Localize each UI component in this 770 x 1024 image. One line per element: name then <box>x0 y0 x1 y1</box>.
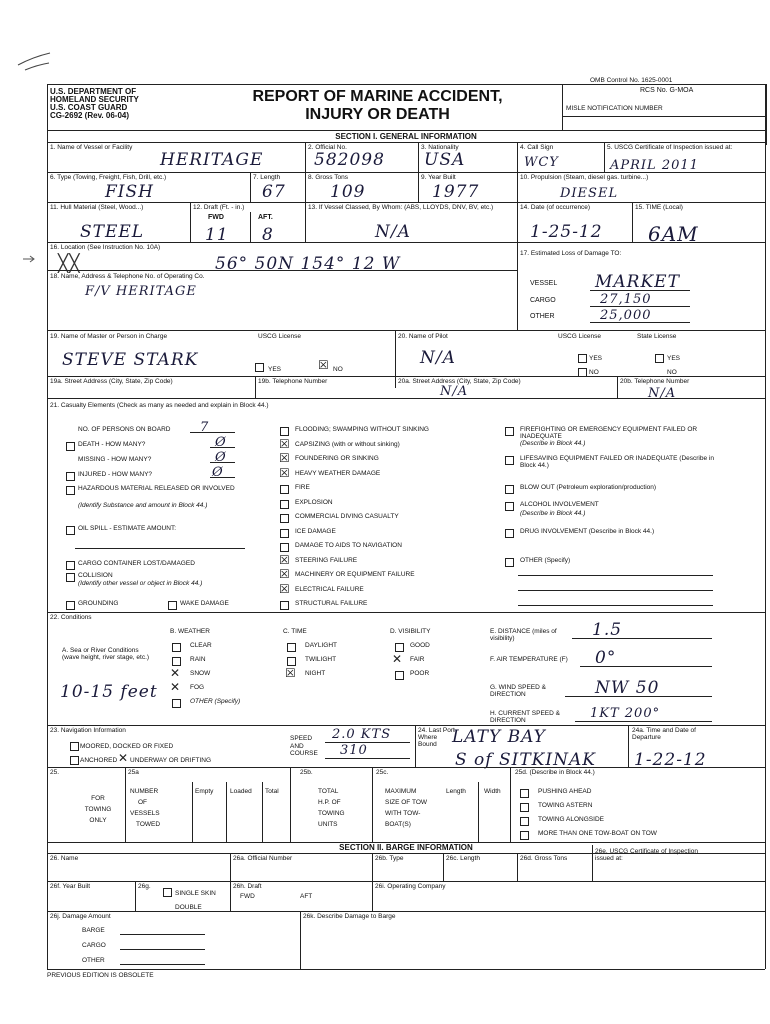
label-barge-cert: 26e. USCG Certificate of Inspection issued at: <box>595 848 698 862</box>
last-port-value[interactable]: LATY BAY <box>452 727 546 747</box>
date-value[interactable]: 1-25-12 <box>530 222 603 242</box>
tow-method-checkbox[interactable] <box>520 789 529 798</box>
rcs-number: RCS No. G-MOA <box>640 87 694 94</box>
section1-heading: SECTION I. GENERAL INFORMATION <box>335 132 477 141</box>
label-length: 7. Length <box>253 174 281 181</box>
casualty-label: CAPSIZING (with or without sinking) <box>295 440 400 448</box>
label-master-phone: 19b. Telephone Number <box>258 378 328 385</box>
label-casualty: 21. Casualty Elements (Check as many as needed and explain in Block 44.) <box>50 402 269 409</box>
label-master-address: 19a. Street Address (City, State, Zip Code) <box>50 378 173 385</box>
propulsion-value[interactable]: DIESEL <box>560 186 619 201</box>
tow-method-label: MORE THAN ONE TOW-BOAT ON TOW <box>538 830 657 837</box>
label-course: AND COURSE <box>290 743 318 757</box>
label-last-port: 24. Last Port Where Bound <box>418 727 455 748</box>
label-cargo: CARGO <box>530 297 556 304</box>
casualty-check[interactable]: ☒ <box>279 436 290 451</box>
label-draft: 12. Draft (Ft. - in.) <box>193 204 245 211</box>
casualty-check[interactable]: ☒ <box>279 552 290 567</box>
label-certificate: 5. USCG Certificate of Inspection issued at: <box>607 144 733 151</box>
casualty-label: (Describe in Block 44.) <box>520 440 586 447</box>
pen-mark-icon <box>15 45 55 75</box>
casualty-label: MACHINERY OR EQUIPMENT FAILURE <box>295 571 415 578</box>
casualty-checkbox[interactable] <box>505 529 514 538</box>
agency-block: U.S. DEPARTMENT OF HOMELAND SECURITY U.S. COAST GUARD CG-2692 (Rev. 06-04) <box>50 87 139 120</box>
draft-fwd-value[interactable]: 11 <box>205 225 229 245</box>
time-label: DAYLIGHT <box>305 642 338 649</box>
casualty-checkbox[interactable] <box>280 529 289 538</box>
label-air-temp: F. AIR TEMPERATURE (F) <box>490 656 568 663</box>
pilot-value[interactable]: N/A <box>420 348 456 368</box>
omb-number: OMB Control No. 1625-0001 <box>590 77 673 84</box>
weather-label: SNOW <box>190 670 211 677</box>
casualty-checkbox[interactable] <box>66 601 75 610</box>
casualty-checkbox[interactable] <box>505 456 514 465</box>
casualty-label: FIREFIGHTING OR EMERGENCY EQUIPMENT FAILED OR INADEQUATE <box>520 426 698 440</box>
moored-checkbox[interactable] <box>70 742 79 751</box>
label-pilot-phone: 20b. Telephone Number <box>620 378 690 385</box>
label-fwd: FWD <box>208 214 224 221</box>
casualty-checkbox[interactable] <box>280 543 289 552</box>
label-barge-tons: 26d. Gross Tons <box>520 855 568 862</box>
classed-value[interactable]: N/A <box>375 222 411 242</box>
call-sign-value[interactable]: WCY <box>524 155 559 170</box>
label-25d: 25d. (Describe in Block 44.) <box>515 769 595 776</box>
casualty-label: ELECTRICAL FAILURE <box>295 585 364 593</box>
label-anchored: ANCHORED <box>80 757 118 764</box>
casualty-label: COMMERCIAL DIVING CASUALTY <box>295 513 399 520</box>
label-25: 25. <box>50 769 60 776</box>
casualty-label: HAZARDOUS MATERIAL RELEASED OR INVOLVED <box>78 485 235 492</box>
persons-on-board-value[interactable]: 7 <box>200 420 210 435</box>
bound-value[interactable]: S of SITKINAK <box>455 750 596 770</box>
casualty-checkbox[interactable] <box>66 526 75 535</box>
label-barge-year: 26f. Year Built <box>50 883 91 890</box>
label-type: 6. Type (Towing, Freight, Fish, Drill, etc.) <box>50 174 167 181</box>
label-location: 16. Location (See Instruction No. 10A) <box>50 244 161 251</box>
label-hull: 11. Hull Material (Steel, Wood...) <box>50 204 144 211</box>
number-of-vessels: NUMBER OF VESSELS TOWED <box>130 788 161 828</box>
casualty-check[interactable]: ☒ <box>279 451 290 465</box>
casualty-checkbox[interactable] <box>280 485 289 494</box>
label-25a: 25a <box>128 769 139 776</box>
max-size: MAXIMUM SIZE OF TOW WITH TOW- BOAT(S) <box>385 788 428 828</box>
visibility-checkbox[interactable] <box>395 671 404 680</box>
casualty-checkbox[interactable] <box>280 500 289 509</box>
weather-label: CLEAR <box>190 642 212 649</box>
label-26g: 26g. <box>138 883 151 890</box>
label-gross-tons: 8. Gross Tons <box>308 174 348 181</box>
tow-method-checkbox[interactable] <box>520 803 529 812</box>
casualty-checkbox[interactable] <box>505 502 514 511</box>
weather-check[interactable]: ✕ <box>170 680 181 694</box>
wind-value[interactable]: NW 50 <box>595 678 660 698</box>
casualty-label: FIRE <box>295 484 310 491</box>
single-skin-checkbox[interactable] <box>163 888 172 897</box>
missing-value[interactable]: Ø <box>215 450 227 465</box>
casualty-label: (Identify Substance and amount in Block 44.) <box>78 502 208 509</box>
certificate-value[interactable]: APRIL 2011 <box>610 158 699 173</box>
margin-arrow-icon <box>22 254 36 264</box>
label-loaded: Loaded <box>230 788 252 795</box>
casualty-label: STRUCTURAL FAILURE <box>295 600 368 607</box>
label-barge-name: 26. Name <box>50 855 79 862</box>
casualty-check[interactable]: ☒ <box>279 581 290 596</box>
casualty-label: ICE DAMAGE <box>295 527 336 535</box>
casualty-label: OIL SPILL - ESTIMATE AMOUNT: <box>78 525 177 532</box>
time-checkbox[interactable] <box>287 657 296 666</box>
label-operating-company: 26i. Operating Company <box>375 883 446 890</box>
label-yes: YES <box>268 366 282 373</box>
casualty-checkbox[interactable] <box>66 561 75 570</box>
label-sea: A. Sea or River Conditions (wave height, river stage, etc.) <box>62 647 150 661</box>
time-value[interactable]: 6AM <box>648 222 699 246</box>
deaths-value[interactable]: Ø <box>215 435 227 450</box>
casualty-label: FLOODING; SWAMPING WITHOUT SINKING <box>295 426 429 433</box>
weather-checkbox[interactable] <box>172 657 181 666</box>
weather-checkbox[interactable] <box>172 643 181 652</box>
tow-method-label: PUSHING AHEAD <box>538 788 592 795</box>
current-value[interactable]: 1KT 200° <box>590 706 661 721</box>
casualty-label: DAMAGE TO AIDS TO NAVIGATION <box>295 542 402 549</box>
casualty-label: (Identify other vessel or object in Block 44.) <box>78 580 203 587</box>
label-vessel-name: 1. Name of Vessel or Facility <box>50 144 133 151</box>
tow-method-label: TOWING ASTERN <box>538 802 593 809</box>
time-check[interactable]: ☒ <box>285 666 296 680</box>
vessel-name-value[interactable]: HERITAGE <box>160 150 264 170</box>
label-barge-draft: 26h. Draft <box>233 883 262 890</box>
tow-method-checkbox[interactable] <box>520 831 529 840</box>
total-hp: TOTAL H.P. OF TOWING UNITS <box>318 788 345 828</box>
nationality-value[interactable]: USA <box>424 150 466 170</box>
label-barge-fwd: FWD <box>240 893 255 900</box>
loss-other-value[interactable]: 25,000 <box>600 308 652 323</box>
label-barge-aft: AFT <box>300 893 313 900</box>
label-tow-length: Length <box>446 788 466 795</box>
visibility-check[interactable]: ✕ <box>392 652 403 666</box>
location-value[interactable]: 56° 50N 154° 12 W <box>215 254 401 274</box>
distance-value[interactable]: 1.5 <box>592 620 623 640</box>
casualty-checkbox[interactable] <box>505 427 514 436</box>
label-double: DOUBLE <box>175 904 202 911</box>
weather-check[interactable]: ✕ <box>170 666 181 680</box>
license-no-check[interactable]: ☒ <box>318 358 329 372</box>
casualty-label: HEAVY WEATHER DAMAGE <box>295 469 381 477</box>
casualty-checkbox[interactable] <box>66 442 75 451</box>
label-nationality: 3. Nationality <box>421 144 459 151</box>
label-single-skin: SINGLE SKIN <box>175 890 216 897</box>
label-no-2: NO <box>589 369 599 376</box>
label-pilot-address: 20a. Street Address (City, State, Zip Code) <box>398 378 521 385</box>
visibility-checkbox[interactable] <box>395 643 404 652</box>
section2-heading: SECTION II. BARGE INFORMATION <box>339 843 473 852</box>
label-barge-official: 26a. Official Number <box>233 855 293 862</box>
sea-value[interactable]: 10-15 feet <box>60 682 158 702</box>
master-value[interactable]: STEVE STARK <box>62 350 199 370</box>
casualty-label: GROUNDING <box>78 600 119 607</box>
label-describe-damage: 26k. Describe Damage to Barge <box>303 913 396 920</box>
label-speed: SPEED <box>290 735 313 742</box>
time-label: NIGHT <box>305 670 326 677</box>
type-value[interactable]: FISH <box>105 182 154 202</box>
label-conditions: 22. Conditions <box>50 614 92 621</box>
casualty-checkbox[interactable] <box>505 485 514 494</box>
time-checkbox[interactable] <box>287 643 296 652</box>
label-date: 14. Date (of occurrence) <box>520 204 591 211</box>
label-underway: UNDERWAY OR DRIFTING <box>130 757 212 764</box>
tow-method-label: TOWING ALONGSIDE <box>538 816 604 823</box>
underway-check[interactable]: ✕ <box>118 751 129 765</box>
operating-co-value[interactable]: F/V HERITAGE <box>85 284 197 299</box>
label-uscg-license: USCG License <box>258 333 301 340</box>
speed-value[interactable]: 2.0 KTS <box>332 727 392 742</box>
label-other: OTHER <box>530 313 555 320</box>
label-uscg-license-2: USCG License <box>558 333 601 340</box>
pilot-address-value[interactable]: N/A <box>440 384 469 399</box>
label-visibility: D. VISIBILITY <box>390 628 431 635</box>
casualty-label: EXPLOSION <box>295 498 333 506</box>
casualty-label: BLOW OUT (Petroleum exploration/production) <box>520 484 657 491</box>
label-official-no: 2. Official No. <box>308 144 347 151</box>
casualty-checkbox[interactable] <box>280 601 289 610</box>
year-built-value[interactable]: 1977 <box>432 182 480 202</box>
casualty-label: WAKE DAMAGE <box>180 600 229 607</box>
footer-note: PREVIOUS EDITION IS OBSOLETE <box>47 972 154 979</box>
injured-value[interactable]: Ø <box>212 465 224 480</box>
visibility-label: POOR <box>410 670 430 677</box>
casualty-label: DRUG INVOLVEMENT (Describe in Block 44.) <box>520 528 655 535</box>
label-master: 19. Name of Master or Person in Charge <box>50 333 168 340</box>
label-barge-type: 26b. Type <box>375 855 404 862</box>
struck-text: ╳╳ <box>58 254 81 274</box>
label-loss: 17. Estimated Loss of Damage TO: <box>520 250 622 257</box>
weather-label: RAIN <box>190 656 206 663</box>
license-yes-checkbox[interactable] <box>255 363 264 372</box>
gross-tons-value[interactable]: 109 <box>330 182 366 202</box>
casualty-check[interactable]: ☒ <box>279 567 290 581</box>
state-yes-checkbox[interactable] <box>655 354 664 363</box>
label-no-3: NO <box>667 369 677 376</box>
weather-label: FOG <box>190 684 205 691</box>
casualty-label: FOUNDERING OR SINKING <box>295 455 379 462</box>
casualty-label: NO. OF PERSONS ON BOARD <box>78 426 171 433</box>
casualty-label: LIFESAVING EQUIPMENT FAILED OR INADEQUATE (Describe in Block 44.) <box>520 455 714 469</box>
casualty-checkbox[interactable] <box>66 573 75 582</box>
air-temp-value[interactable]: 0° <box>595 648 617 668</box>
casualty-label: DEATH - HOW MANY? <box>78 441 146 448</box>
label-time-of-day: C. TIME <box>283 628 307 635</box>
casualty-label: CARGO CONTAINER LOST/DAMAGED <box>78 560 195 567</box>
label-aft: AFT. <box>258 214 273 221</box>
label-current: H. CURRENT SPEED & DIRECTION <box>490 710 560 724</box>
casualty-label: ALCOHOL INVOLVEMENT <box>520 501 599 508</box>
label-vessel: VESSEL <box>530 280 558 287</box>
hull-value[interactable]: STEEL <box>80 222 145 242</box>
misle-label: MISLE NOTIFICATION NUMBER <box>566 105 663 112</box>
tow-method-checkbox[interactable] <box>520 817 529 826</box>
departure-value[interactable]: 1-22-12 <box>634 750 707 770</box>
label-call-sign: 4. Call Sign <box>520 144 554 151</box>
label-operating-co: 18. Name, Address & Telephone No. of Operating Co. <box>50 273 205 280</box>
label-state-license: State License <box>637 333 677 340</box>
label-yes-3: YES <box>667 355 681 362</box>
pilot-phone-value[interactable]: N/A <box>648 386 677 401</box>
label-dmg-barge: BARGE <box>82 927 105 934</box>
label-25c: 25c. <box>376 769 389 776</box>
label-barge-length: 26c. Length <box>446 855 480 862</box>
casualty-check[interactable]: ☒ <box>279 465 290 480</box>
label-navigation: 23. Navigation Information <box>50 727 126 734</box>
label-classed: 13. If Vessel Classed, By Whom: (ABS, LLOYDS, DNV, BV, etc.) <box>308 204 494 211</box>
casualty-label: OTHER (Specify) <box>520 557 571 564</box>
label-no: NO <box>333 366 343 373</box>
course-value[interactable]: 310 <box>340 743 368 758</box>
casualty-label: COLLISION <box>78 572 113 579</box>
anchored-checkbox[interactable] <box>70 756 79 765</box>
label-25b: 25b. <box>300 769 313 776</box>
casualty-checkbox[interactable] <box>66 472 75 481</box>
weather-label: OTHER (Specify) <box>190 698 241 705</box>
label-yes-2: YES <box>589 355 603 362</box>
label-total: Total <box>265 788 279 795</box>
label-dmg-other: OTHER <box>82 957 105 964</box>
label-year-built: 9. Year Built <box>421 174 456 181</box>
pilot-yes-checkbox[interactable] <box>578 354 587 363</box>
for-towing-only: FOR TOWING ONLY <box>84 795 112 824</box>
label-pilot: 20. Name of Pilot <box>398 333 448 340</box>
label-moored: MOORED, DOCKED OR FIXED <box>80 743 174 750</box>
casualty-label: MISSING - HOW MANY? <box>78 456 152 463</box>
form-title: REPORT OF MARINE ACCIDENT, INJURY OR DEATH <box>252 88 503 123</box>
casualty-label: (Describe in Block 44.) <box>520 510 586 517</box>
visibility-label: FAIR <box>410 656 425 663</box>
casualty-checkbox[interactable] <box>168 601 177 610</box>
casualty-checkbox[interactable] <box>505 558 514 567</box>
casualty-label: INJURED - HOW MANY? <box>78 471 153 478</box>
label-damage-amount: 26j. Damage Amount <box>50 913 111 920</box>
weather-checkbox[interactable] <box>172 699 181 708</box>
label-tow-width: Width <box>484 788 501 795</box>
loss-cargo-value[interactable]: 27,150 <box>600 292 652 307</box>
casualty-checkbox[interactable] <box>280 514 289 523</box>
casualty-checkbox[interactable] <box>280 427 289 436</box>
label-distance: E. DISTANCE (miles of visibility) <box>490 628 557 642</box>
visibility-label: GOOD <box>410 642 430 649</box>
label-empty: Empty <box>195 788 214 795</box>
time-label: TWILIGHT <box>305 656 337 663</box>
casualty-label: STEERING FAILURE <box>295 556 358 564</box>
label-time: 15. TIME (Local) <box>635 204 683 211</box>
label-wind: G. WIND SPEED & DIRECTION <box>490 684 546 698</box>
draft-aft-value[interactable]: 8 <box>262 225 274 245</box>
casualty-checkbox[interactable] <box>66 486 75 495</box>
length-value[interactable]: 67 <box>262 182 286 202</box>
label-departure: 24a. Time and Date of Departure <box>632 727 696 741</box>
label-propulsion: 10. Propulsion (Steam, diesel gas. turbine...) <box>520 174 649 181</box>
label-weather: B. WEATHER <box>170 628 210 635</box>
loss-vessel-value[interactable]: MARKET <box>595 272 680 292</box>
official-no-value[interactable]: 582098 <box>314 150 385 170</box>
label-dmg-cargo: CARGO <box>82 942 106 949</box>
